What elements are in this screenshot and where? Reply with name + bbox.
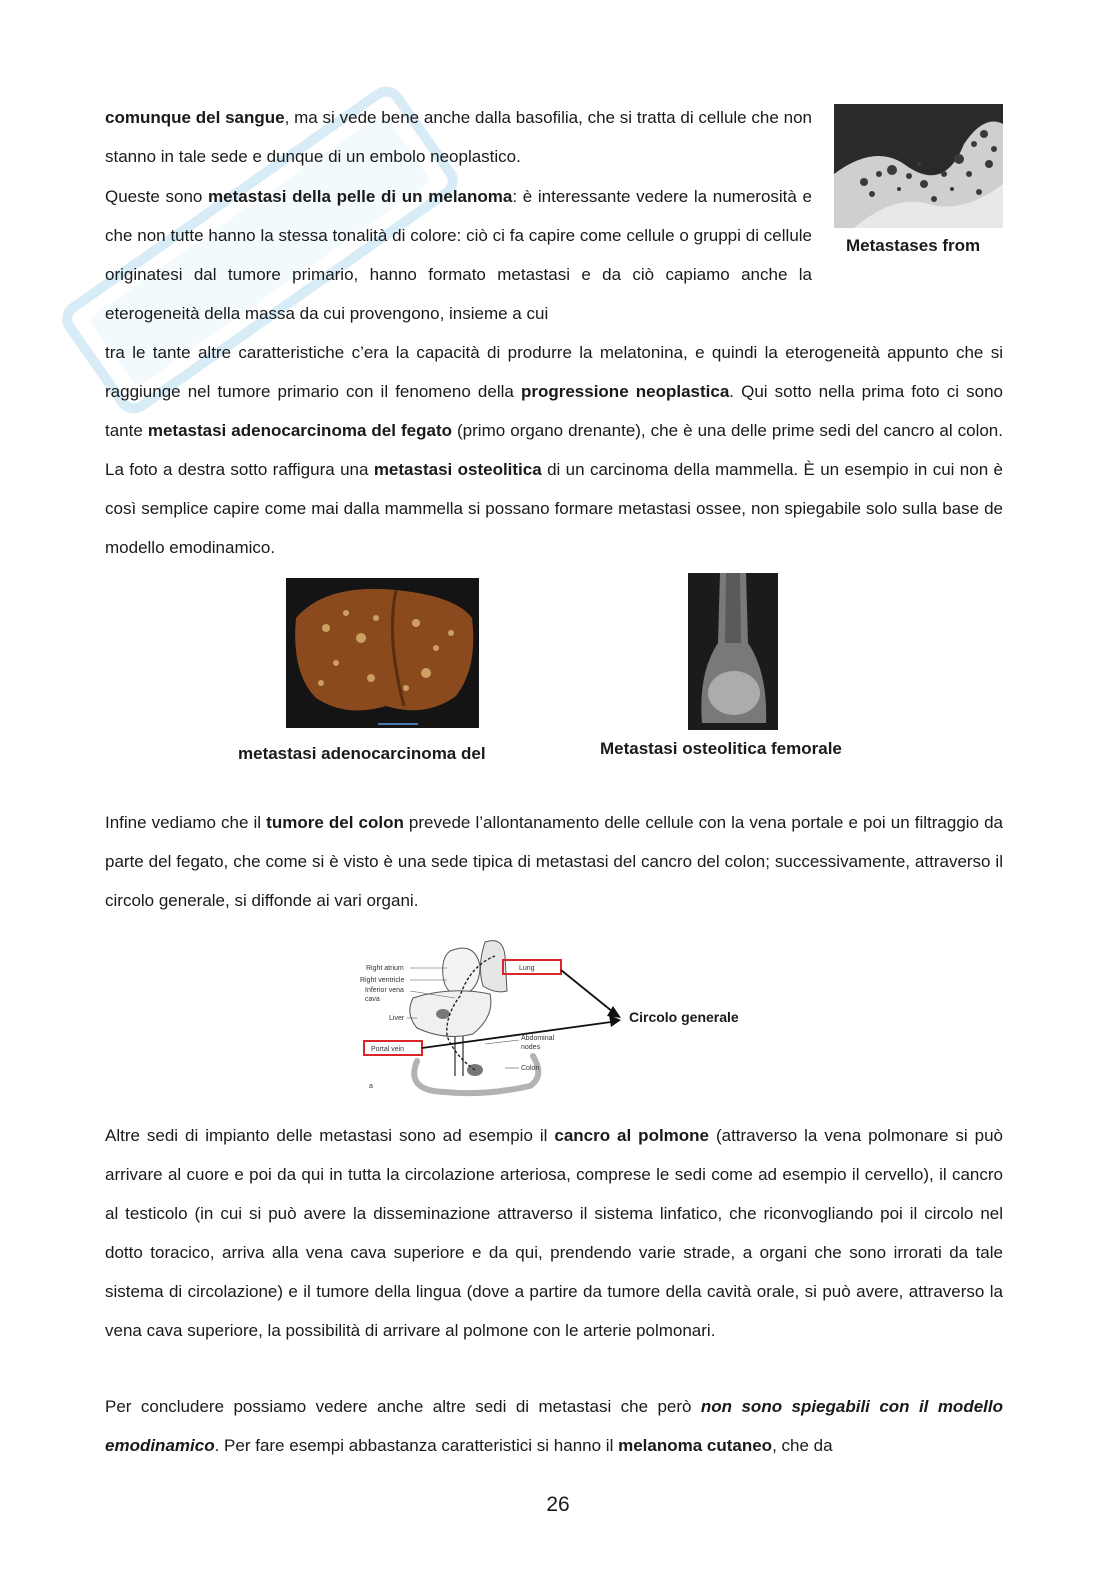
paragraph-1: comunque del sangue, ma si vede bene anche dalla basofilia, che si tratta di cellule che non stanno in tale sede e dunque di un embolo neoplastico. (105, 108, 812, 166)
label-nodes: nodes (521, 1044, 541, 1051)
page-number: 26 (546, 1493, 570, 1516)
bold-tumore-colon: tumore del colon (266, 813, 404, 832)
label-lung: Lung (519, 965, 535, 972)
label-portal-vein: Portal vein (371, 1046, 405, 1053)
bold-italic-modello: non sono spiegabili con il modello emodinamico (105, 1397, 1003, 1455)
label-abdominal: Abdominal (521, 1035, 555, 1042)
label-cava: cava (365, 996, 380, 1003)
label-liver: Liver (389, 1015, 405, 1022)
bold-adenocarcinoma: metastasi adenocarcinoma del fegato (147, 421, 452, 440)
label-right-atrium: Right atrium (366, 965, 404, 972)
skin-photo-caption: Metastases from (846, 236, 981, 255)
paragraph-6: Per concludere possiamo vedere anche altre sedi di metastasi che però non sono spiegabili con il modello emodinamico. Per fare esempi abbastanza caratteristici si hanno il melanoma cutaneo, che da (105, 1397, 1003, 1455)
bold-melanoma-cutaneo: melanoma cutaneo (618, 1436, 773, 1455)
femur-xray-photo (688, 573, 778, 730)
skin-metastases-photo (834, 104, 1003, 228)
heart-shape (443, 948, 480, 996)
bold-cancro-polmone: cancro al polmone (554, 1126, 710, 1145)
bold-progressione: progressione neoplastica (520, 382, 730, 401)
paragraph-5: Altre sedi di impianto delle metastasi sono ad esempio il cancro al polmone (attraverso la vena polmonare si può arrivare al cuore e poi da qui in tutta la circolazione arteriosa, comprese le sedi come ad esempio il cervello), il cancro al testicolo (in cui si può avere la disseminazione attraverso il sistema linfatico, che riconvogliando poi il circolo nel dotto toracico, arriva alla vena cava superiore e da qui, prendendo varie strade, a organi che sono irrorati da tale sistema di circolazione) e il tumore della lingua (dove a partire da tumore della cavità orale, si può avere, attraverso la vena cava superiore, la possibilità di arrivare al polmone con le arterie polmonari. (105, 1126, 1004, 1340)
label-panel-a: a (369, 1083, 373, 1090)
label-inferior-vena: Inferior vena (365, 987, 404, 994)
paragraph-3: tra le tante altre caratteristiche c’era la capacità di produrre la melatonina, e quindi la eterogeneità appunto che si raggiunge nel tumore primario con il fenomeno della progressione neoplastica. Qui sotto nella prima foto ci sono tante metastasi adenocarcinoma del fegato (primo organo drenante), che è una delle prime sedi del cancro al colon. La foto a destra sotto raffigura una metastasi osteolitica di un carcinoma della mammella. È un esempio in cui non è così semplice capire come mai dalla mammella si possano formare metastasi ossee, non spiegabile solo sulla base de modello emodinamico. (105, 343, 1003, 557)
paragraph-2: Queste sono metastasi della pelle di un melanoma: è interessante vedere la numerosità e che non tutte hanno la stessa tonalità di colore: ciò ci fa capire come cellule o gruppi di cellule originatesi dal tumore primario, hanno formato metastasi e da ciò capiamo anche la eterogeneità della massa da cui provengono, insieme a cui (105, 187, 812, 323)
label-colon: Colon (521, 1065, 540, 1072)
bold-melanoma: metastasi della pelle di un melanoma (208, 187, 513, 206)
circolo-generale-label: Circolo generale (629, 1009, 739, 1025)
liver-photo-caption: metastasi adenocarcinoma del (238, 744, 486, 763)
femur-photo-caption: Metastasi osteolitica femorale (600, 739, 842, 758)
bold-sangue: comunque del sangue (105, 108, 285, 127)
paragraph-4: Infine vediamo che il tumore del colon prevede l’allontanamento delle cellule con la vena portale e poi un filtraggio da parte del fegato, che come si è visto è una sede tipica di metastasi del cancro del colon; successivamente, attraverso il circolo generale, si diffonde ai vari organi. (105, 813, 1003, 910)
bold-osteolitica: metastasi osteolitica (373, 460, 542, 479)
label-right-ventricle: Right ventricle (360, 977, 405, 984)
liver-metastases-photo (286, 578, 479, 728)
